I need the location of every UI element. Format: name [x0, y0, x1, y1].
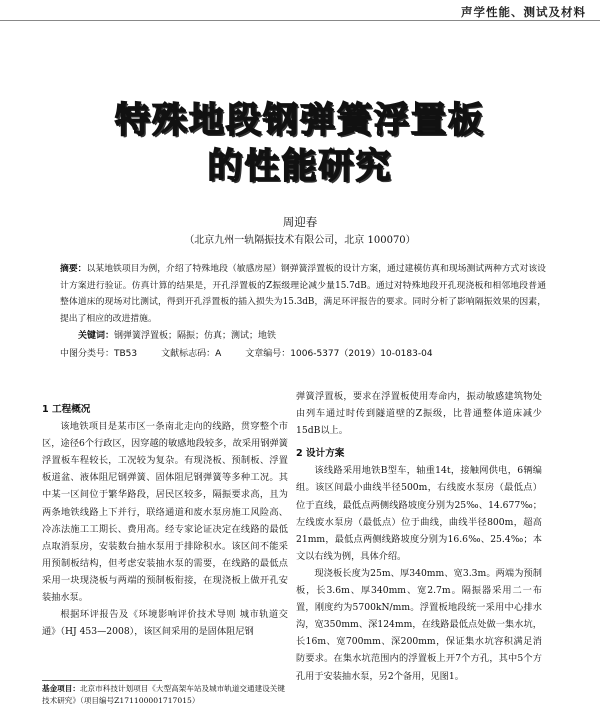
section-heading-2: 2 设计方案 [296, 448, 345, 460]
body-paragraph: 现浇板长度为25m、厚340mm、宽3.3m。两端为预制板，长3.6m、厚340mm、宽2.7m。隔振器采用二一布置，刚度约为5700kN/mm。浮置板地段统一采用中心排水沟，宽350mm、深124mm，在线路最低点处做一集水坑，长16m、宽700mm、深200mm，保证集水坑容积满足消防要求。在集水坑范围内的浮置板上开7个方孔，其中5个方孔用于安装抽水泵，另2个备用，见图1。 [296, 567, 542, 682]
body-paragraph: 该地铁项目是某市区一条南北走向的线路，贯穿整个市区，途径6个行政区，因穿越的敏感地段较多，故采用钢弹簧浮置板车程较长，工况较为复杂。有现浇板、预制板、浮置板道盆、液体阻尼钢弹簧、固体阻尼钢弹簧等多种工况。其中某一区间位于繁华路段，居民区较多，隔振要求高，且为两条地铁线路上下并行，联络通道和废水泵房施工风险高、冷冻法施工工期长、费用高。经专家论证决定在线路的最低点取消泵房，安装数台抽水泵用于排除积水。该区间不能采用预制板结构，但考虑安装抽水泵的需要，在线路的最低点采用一块现浇板与两端的预制板衔接，在现浇板上做开孔安装抽水泵。 [42, 421, 288, 604]
keywords-text: 钢弹簧浮置板；隔振；仿真；测试；地铁 [114, 331, 277, 341]
title-line-2: 的性能研究 [207, 147, 393, 187]
clc-number: 中图分类号：TB53 [60, 349, 138, 359]
journal-section-header: 声学性能、测试及材料 [461, 5, 586, 19]
doc-code: 文献标志码：A [161, 349, 222, 359]
keywords [78, 328, 276, 341]
header-rule [0, 20, 600, 21]
body-paragraph-continued: 弹簧浮置板，要求在浮置板使用寿命内，振动敏感建筑物处由列车通过时传到隧道壁的Z振级，比普通整体道床减少15dB以上。 [296, 391, 542, 437]
footnote-text: 北京市科技计划项目《大型高架车站及城市轨道交通建设关键技术研究》（项目编号Z171100001717015） [42, 684, 285, 705]
left-column [42, 401, 288, 640]
abstract-label: 摘要： [60, 264, 87, 274]
body-paragraph: 根据环评报告及《环境影响评价技术导则 城市轨道交通》（HJ 453—2008），该区间采用的是固体阻尼钢 [42, 609, 288, 638]
affiliation: （北京九州一轨隔振技术有限公司，北京 100070） [184, 235, 416, 246]
footnote-rule [42, 680, 162, 681]
abstract [60, 261, 546, 327]
abstract-text: 以某地铁项目为例，介绍了特殊地段（敏感房屋）钢弹簧浮置板的设计方案，通过建模仿真和现场测试两种方式对该设计方案进行验证。仿真计算的结果是，开孔浮置板的Z振级理论减少量15.7dB。通过对特殊地段开孔现浇板和相邻地段普通整体道床的现场对比测试，得到开孔浮置板的插入损失为15.3dB，满足环评报告的要求。同时分析了影响隔振效果的因素，提出了相应的改进措施。 [60, 264, 546, 324]
title-line-1: 特殊地段钢弹簧浮置板 [114, 101, 485, 141]
footnote [42, 683, 290, 707]
classification-line [60, 346, 457, 359]
author: 周迎春 [282, 215, 318, 229]
article-id: 文章编号：1006-5377（2019）10-0183-04 [245, 349, 433, 359]
section-heading-1: 1 工程概况 [42, 404, 91, 415]
keywords-label: 关键词： [78, 331, 115, 341]
right-column [296, 388, 542, 685]
footnote-label: 基金项目： [42, 684, 80, 693]
body-paragraph: 该线路采用地铁B型车，轴重14t，接触网供电，6辆编组。该区间最小曲线半径500m，右线废水泵房（最低点）位于直线，最低点两侧线路坡度分别为25‰、14.677‰；左线废水泵房（最低点）位于曲线，曲线半径800m，超高21mm，最低点两侧线路坡度分别为16.6‰、25.4‰；本文以右线为例，具体介绍。 [296, 465, 542, 562]
